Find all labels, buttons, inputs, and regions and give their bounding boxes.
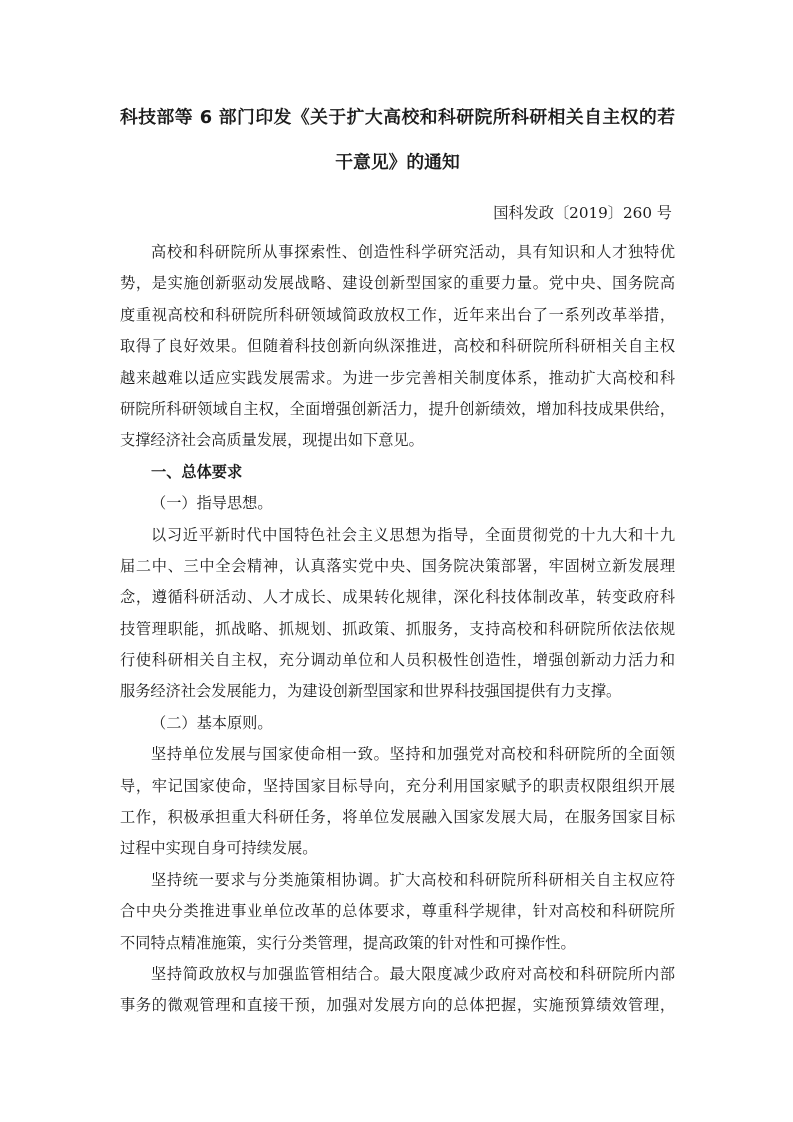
paragraph-line: 过程中实现自身可持续发展。 (120, 839, 318, 858)
paragraph-line: 技管理职能，抓战略、抓规划、抓政策、抓服务，支持高校和科研院所依法依规 (120, 619, 675, 638)
paragraph-line: 工作，积极承担重大科研任务，将单位发展融入国家发展大局，在服务国家目标 (120, 808, 675, 827)
paragraph-line: 越来越难以适应实践发展需求。为进一步完善相关制度体系，推动扩大高校和科 (120, 368, 675, 387)
paragraph-line: 度重视高校和科研院所科研领域简政放权工作，近年来出台了一系列改革举措， (120, 305, 675, 324)
paragraph-line: 坚持简政放权与加强监管相结合。最大限度减少政府对高校和科研院所内部 (151, 964, 675, 983)
paragraph-line: 导，牢记国家使命，坚持国家目标导向，充分利用国家赋予的职责权限组织开展 (120, 776, 675, 795)
paragraph-line: 以习近平新时代中国特色社会主义思想为指导，全面贯彻党的十九大和十九 (151, 525, 675, 544)
section-heading: 一、总体要求 (151, 462, 243, 481)
paragraph-line: 势，是实施创新驱动发展战略、建设创新型国家的重要力量。党中央、国务院高 (120, 274, 675, 293)
document-title-line-1: 科技部等 6 部门印发《关于扩大高校和科研院所科研相关自主权的若 (120, 107, 675, 128)
paragraph-line: 事务的微观管理和直接干预，加强对发展方向的总体把握，实施预算绩效管理， (120, 996, 675, 1015)
paragraph-line: 念，遵循科研活动、人才成长、成果转化规律，深化科技体制改革，转变政府科 (120, 588, 675, 607)
paragraph-line: 高校和科研院所从事探索性、创造性科学研究活动，具有知识和人才独特优 (151, 243, 675, 261)
paragraph-line: 届二中、三中全会精神，认真落实党中央、国务院决策部署，牢固树立新发展理 (120, 556, 675, 575)
paragraph-line: 合中央分类推进事业单位改革的总体要求，尊重科学规律，针对高校和科研院所 (120, 902, 675, 921)
subsection-heading: （二）基本原则。 (151, 713, 273, 732)
paragraph-line: 取得了良好效果。但随着科技创新向纵深推进，高校和科研院所科研相关自主权 (120, 337, 675, 356)
paragraph-line: 研院所科研领域自主权，全面增强创新活力，提升创新绩效，增加科技成果供给， (120, 399, 675, 418)
paragraph-line: 支撑经济社会高质量发展，现提出如下意见。 (120, 431, 424, 450)
subsection-heading: （一）指导思想。 (151, 494, 273, 513)
document-title (120, 95, 675, 185)
paragraph-line: 服务经济社会发展能力，为建设创新型国家和世界科技强国提供有力支撑。 (120, 682, 622, 701)
paragraph-line: 坚持统一要求与分类施策相协调。扩大高校和科研院所科研相关自主权应符 (151, 870, 675, 889)
document-number: 国科发政〔2019〕260 号 (493, 204, 672, 222)
paragraph-line: 不同特点精准施策，实行分类管理，提高政策的针对性和可操作性。 (120, 933, 576, 952)
paragraph-line: 坚持单位发展与国家使命相一致。坚持和加强党对高校和科研院所的全面领 (151, 745, 675, 764)
paragraph-line: 行使科研相关自主权，充分调动单位和人员积极性创造性，增强创新动力活力和 (120, 651, 675, 670)
document-body (120, 237, 675, 1022)
document-title-line-2: 干意见》的通知 (335, 152, 460, 173)
